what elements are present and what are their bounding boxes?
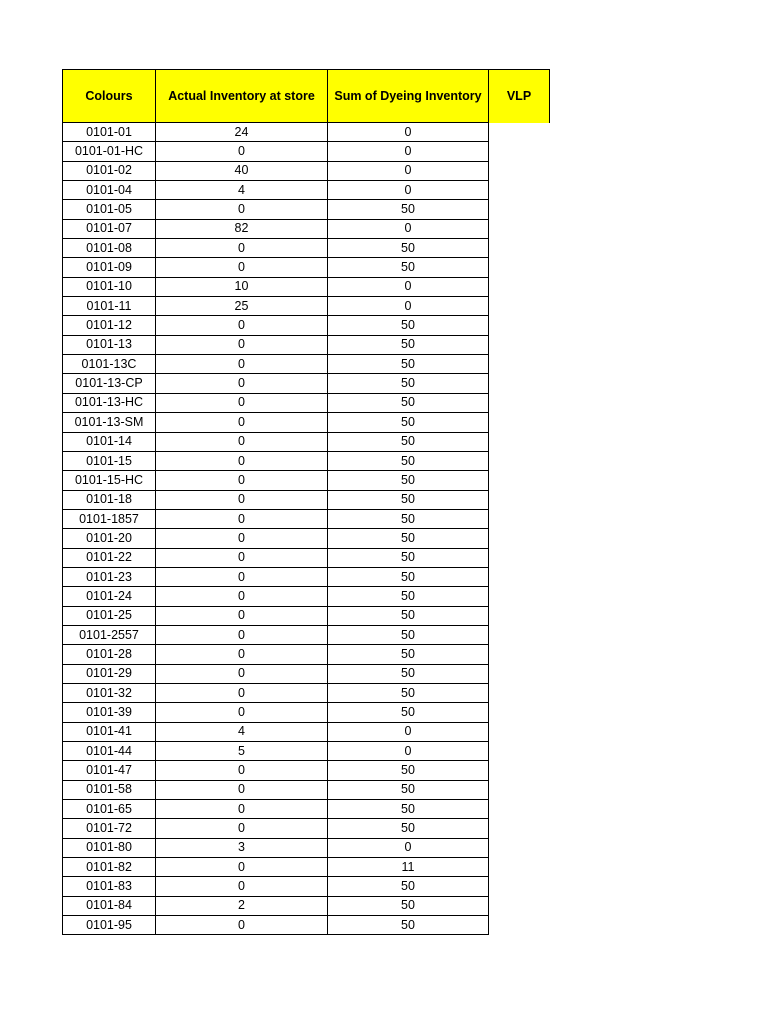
colour-cell[interactable]: 0101-10: [63, 277, 156, 296]
dyeing-inventory-cell[interactable]: 50: [328, 200, 489, 219]
actual-inventory-cell[interactable]: 0: [156, 509, 328, 528]
dyeing-inventory-cell[interactable]: 50: [328, 316, 489, 335]
actual-inventory-cell[interactable]: 0: [156, 858, 328, 877]
actual-inventory-cell[interactable]: 0: [156, 374, 328, 393]
table-row: [63, 800, 550, 819]
header-row: [63, 70, 550, 123]
dyeing-inventory-cell[interactable]: 0: [328, 277, 489, 296]
table-row: [63, 374, 550, 393]
colour-cell[interactable]: 0101-14: [63, 432, 156, 451]
colour-cell[interactable]: 0101-72: [63, 819, 156, 838]
actual-inventory-cell[interactable]: 0: [156, 335, 328, 354]
dyeing-inventory-cell[interactable]: 0: [328, 123, 489, 142]
dyeing-inventory-cell[interactable]: 50: [328, 451, 489, 470]
table-row: [63, 722, 550, 741]
colour-cell[interactable]: 0101-39: [63, 703, 156, 722]
colour-cell[interactable]: 0101-13C: [63, 355, 156, 374]
colour-cell[interactable]: 0101-29: [63, 664, 156, 683]
actual-inventory-cell[interactable]: 3: [156, 838, 328, 857]
actual-inventory-cell[interactable]: 4: [156, 181, 328, 200]
colour-cell[interactable]: 0101-80: [63, 838, 156, 857]
dyeing-inventory-cell[interactable]: 50: [328, 509, 489, 528]
dyeing-inventory-cell[interactable]: 0: [328, 742, 489, 761]
dyeing-inventory-cell[interactable]: 0: [328, 142, 489, 161]
actual-inventory-cell[interactable]: 0: [156, 355, 328, 374]
table-row: [63, 877, 550, 896]
table-row: [63, 142, 550, 161]
table-row: [63, 529, 550, 548]
dyeing-inventory-cell[interactable]: 50: [328, 916, 489, 935]
table-row: [63, 258, 550, 277]
table-row: [63, 316, 550, 335]
table-row: [63, 683, 550, 702]
actual-inventory-cell[interactable]: 5: [156, 742, 328, 761]
actual-inventory-cell[interactable]: 0: [156, 916, 328, 935]
table-row: [63, 703, 550, 722]
dyeing-inventory-cell[interactable]: 50: [328, 877, 489, 896]
actual-inventory-cell[interactable]: 0: [156, 606, 328, 625]
colour-cell[interactable]: 0101-13-HC: [63, 393, 156, 412]
dyeing-inventory-cell[interactable]: 50: [328, 239, 489, 258]
table-row: [63, 239, 550, 258]
dyeing-inventory-cell[interactable]: 50: [328, 471, 489, 490]
dyeing-inventory-cell[interactable]: 50: [328, 490, 489, 509]
inventory-table: [62, 69, 550, 935]
dyeing-inventory-cell[interactable]: 50: [328, 664, 489, 683]
table-row: [63, 838, 550, 857]
actual-inventory-cell[interactable]: 0: [156, 780, 328, 799]
dyeing-inventory-cell[interactable]: 50: [328, 800, 489, 819]
colour-cell[interactable]: 0101-84: [63, 896, 156, 915]
actual-inventory-cell[interactable]: 0: [156, 683, 328, 702]
dyeing-inventory-cell[interactable]: 50: [328, 355, 489, 374]
colour-cell[interactable]: 0101-18: [63, 490, 156, 509]
actual-inventory-cell[interactable]: 0: [156, 587, 328, 606]
colour-cell[interactable]: 0101-23: [63, 567, 156, 586]
table-row: [63, 780, 550, 799]
actual-inventory-cell[interactable]: 0: [156, 645, 328, 664]
dyeing-inventory-cell[interactable]: 50: [328, 335, 489, 354]
table-row: [63, 587, 550, 606]
colour-cell[interactable]: 0101-95: [63, 916, 156, 935]
colour-cell[interactable]: 0101-47: [63, 761, 156, 780]
colour-cell[interactable]: 0101-13-CP: [63, 374, 156, 393]
actual-inventory-cell[interactable]: 0: [156, 258, 328, 277]
colour-cell[interactable]: 0101-83: [63, 877, 156, 896]
table-row: [63, 413, 550, 432]
colour-cell[interactable]: 0101-44: [63, 742, 156, 761]
colour-cell[interactable]: 0101-20: [63, 529, 156, 548]
table-row: [63, 277, 550, 296]
colour-cell[interactable]: 0101-58: [63, 780, 156, 799]
colour-cell[interactable]: 0101-32: [63, 683, 156, 702]
dyeing-inventory-cell[interactable]: 50: [328, 548, 489, 567]
dyeing-inventory-cell[interactable]: 50: [328, 625, 489, 644]
table-row: [63, 896, 550, 915]
actual-inventory-cell[interactable]: 0: [156, 548, 328, 567]
actual-inventory-cell[interactable]: 10: [156, 277, 328, 296]
dyeing-inventory-cell[interactable]: 50: [328, 587, 489, 606]
actual-inventory-cell[interactable]: 0: [156, 625, 328, 644]
colour-cell[interactable]: 0101-01-HC: [63, 142, 156, 161]
actual-inventory-cell[interactable]: 82: [156, 219, 328, 238]
table-row: [63, 819, 550, 838]
actual-inventory-cell[interactable]: 40: [156, 161, 328, 180]
dyeing-inventory-cell[interactable]: 50: [328, 819, 489, 838]
table-row: [63, 490, 550, 509]
actual-inventory-cell[interactable]: 0: [156, 819, 328, 838]
actual-inventory-cell[interactable]: 0: [156, 703, 328, 722]
actual-inventory-cell[interactable]: 0: [156, 316, 328, 335]
actual-inventory-cell[interactable]: 24: [156, 123, 328, 142]
dyeing-inventory-cell[interactable]: 50: [328, 432, 489, 451]
dyeing-inventory-cell[interactable]: 50: [328, 761, 489, 780]
actual-inventory-cell[interactable]: 0: [156, 490, 328, 509]
table-row: [63, 451, 550, 470]
table-row: [63, 858, 550, 877]
actual-inventory-cell[interactable]: 0: [156, 142, 328, 161]
colour-cell[interactable]: 0101-1857: [63, 509, 156, 528]
table-header: [63, 70, 550, 123]
dyeing-inventory-cell[interactable]: 0: [328, 219, 489, 238]
dyeing-inventory-cell[interactable]: 50: [328, 258, 489, 277]
table-body: [63, 123, 550, 935]
table-row: [63, 432, 550, 451]
table-row: [63, 335, 550, 354]
table-row: [63, 625, 550, 644]
colour-cell[interactable]: 0101-08: [63, 239, 156, 258]
colour-cell[interactable]: 0101-65: [63, 800, 156, 819]
dyeing-inventory-cell[interactable]: 11: [328, 858, 489, 877]
colour-cell[interactable]: 0101-41: [63, 722, 156, 741]
colour-cell[interactable]: 0101-15: [63, 451, 156, 470]
dyeing-inventory-cell[interactable]: 0: [328, 838, 489, 857]
dyeing-inventory-header[interactable]: Sum of Dyeing Inventory: [328, 70, 489, 123]
dyeing-inventory-cell[interactable]: 50: [328, 413, 489, 432]
colour-cell[interactable]: 0101-25: [63, 606, 156, 625]
actual-inventory-cell[interactable]: 0: [156, 529, 328, 548]
colour-cell[interactable]: 0101-12: [63, 316, 156, 335]
colour-cell[interactable]: 0101-15-HC: [63, 471, 156, 490]
dyeing-inventory-cell[interactable]: 50: [328, 567, 489, 586]
actual-inventory-cell[interactable]: 0: [156, 471, 328, 490]
dyeing-inventory-cell[interactable]: 0: [328, 181, 489, 200]
actual-inventory-cell[interactable]: 0: [156, 664, 328, 683]
table-row: [63, 761, 550, 780]
table-row: [63, 161, 550, 180]
table-row: [63, 200, 550, 219]
actual-inventory-cell[interactable]: 0: [156, 239, 328, 258]
colour-cell[interactable]: 0101-82: [63, 858, 156, 877]
dyeing-inventory-cell[interactable]: 0: [328, 722, 489, 741]
table-row: [63, 645, 550, 664]
table-row: [63, 123, 550, 142]
actual-inventory-cell[interactable]: 4: [156, 722, 328, 741]
table-row: [63, 471, 550, 490]
colour-cell[interactable]: 0101-13: [63, 335, 156, 354]
dyeing-inventory-cell[interactable]: 50: [328, 606, 489, 625]
table-row: [63, 567, 550, 586]
colour-cell[interactable]: 0101-09: [63, 258, 156, 277]
dyeing-inventory-cell[interactable]: 50: [328, 645, 489, 664]
colour-cell[interactable]: 0101-11: [63, 297, 156, 316]
colour-cell[interactable]: 0101-05: [63, 200, 156, 219]
actual-inventory-cell[interactable]: 0: [156, 393, 328, 412]
colour-cell[interactable]: 0101-04: [63, 181, 156, 200]
colour-cell[interactable]: 0101-13-SM: [63, 413, 156, 432]
actual-inventory-cell[interactable]: 0: [156, 877, 328, 896]
colours-header[interactable]: Colours: [63, 70, 156, 123]
vlp-header[interactable]: VLP: [489, 70, 550, 123]
table-row: [63, 548, 550, 567]
colour-cell[interactable]: 0101-07: [63, 219, 156, 238]
dyeing-inventory-cell[interactable]: 50: [328, 393, 489, 412]
dyeing-inventory-cell[interactable]: 0: [328, 297, 489, 316]
actual-inventory-cell[interactable]: 0: [156, 567, 328, 586]
colour-cell[interactable]: 0101-02: [63, 161, 156, 180]
actual-inventory-cell[interactable]: 0: [156, 761, 328, 780]
table-row: [63, 742, 550, 761]
colour-cell[interactable]: 0101-24: [63, 587, 156, 606]
table-row: [63, 219, 550, 238]
colour-cell[interactable]: 0101-01: [63, 123, 156, 142]
table-row: [63, 393, 550, 412]
dyeing-inventory-cell[interactable]: 0: [328, 161, 489, 180]
actual-inventory-cell[interactable]: 25: [156, 297, 328, 316]
table-row: [63, 664, 550, 683]
colour-cell[interactable]: 0101-28: [63, 645, 156, 664]
actual-inventory-header[interactable]: Actual Inventory at store: [156, 70, 328, 123]
actual-inventory-cell[interactable]: 0: [156, 200, 328, 219]
dyeing-inventory-cell[interactable]: 50: [328, 896, 489, 915]
actual-inventory-cell[interactable]: 0: [156, 432, 328, 451]
actual-inventory-cell[interactable]: 0: [156, 413, 328, 432]
table-row: [63, 509, 550, 528]
colour-cell[interactable]: 0101-2557: [63, 625, 156, 644]
table-row: [63, 297, 550, 316]
colour-cell[interactable]: 0101-22: [63, 548, 156, 567]
table-row: [63, 606, 550, 625]
table-row: [63, 355, 550, 374]
dyeing-inventory-cell[interactable]: 50: [328, 374, 489, 393]
dyeing-inventory-cell[interactable]: 50: [328, 780, 489, 799]
dyeing-inventory-cell[interactable]: 50: [328, 703, 489, 722]
table-row: [63, 181, 550, 200]
actual-inventory-cell[interactable]: 0: [156, 800, 328, 819]
actual-inventory-cell[interactable]: 2: [156, 896, 328, 915]
dyeing-inventory-cell[interactable]: 50: [328, 529, 489, 548]
dyeing-inventory-cell[interactable]: 50: [328, 683, 489, 702]
actual-inventory-cell[interactable]: 0: [156, 451, 328, 470]
table-row: [63, 916, 550, 935]
